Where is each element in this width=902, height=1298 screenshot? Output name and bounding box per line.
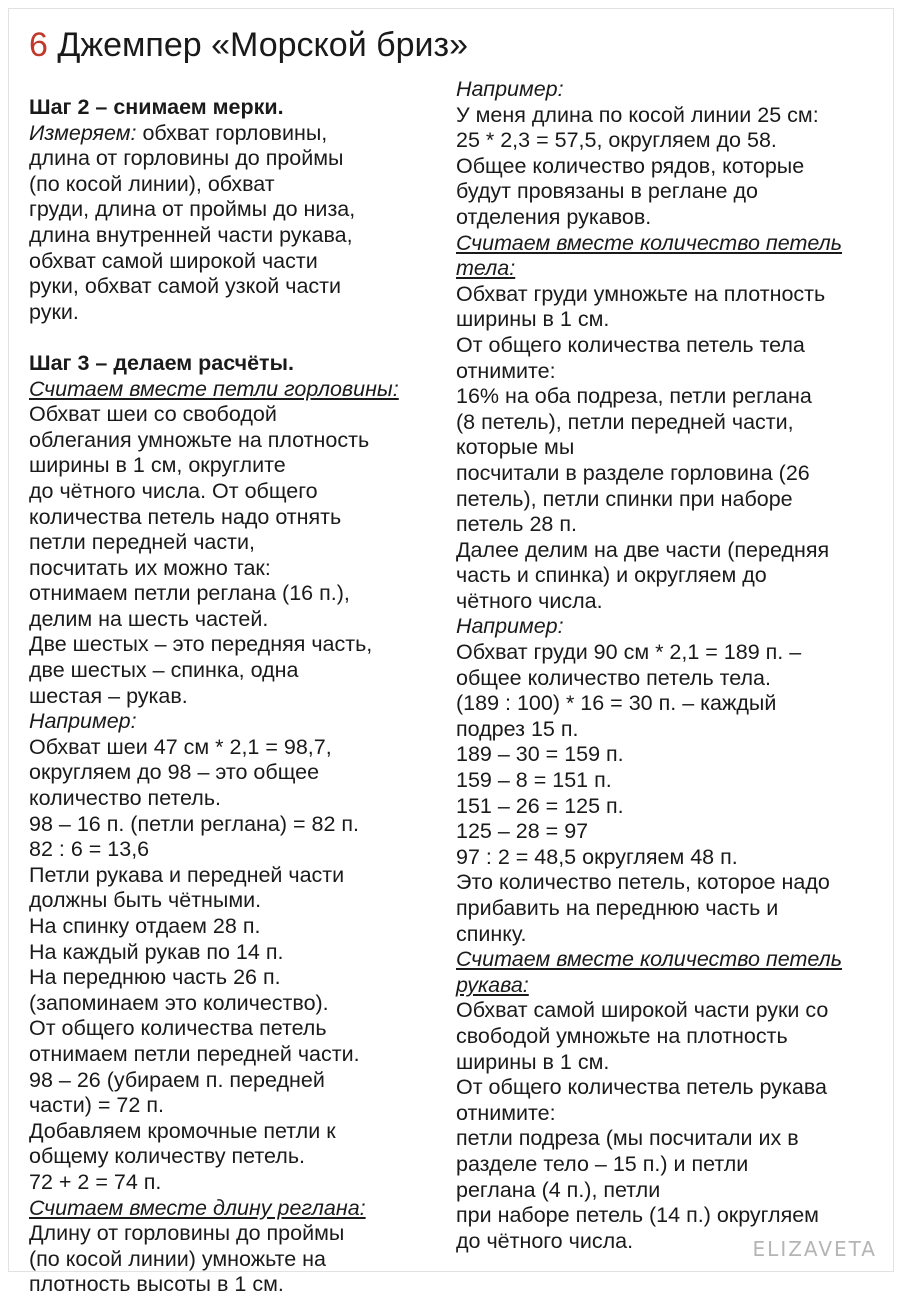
text-line: Длину от горловины до проймы bbox=[29, 1221, 345, 1246]
example-label: Например: bbox=[29, 709, 137, 734]
text-line: 72 + 2 = 74 п. bbox=[29, 1169, 162, 1194]
text-line: до чётного числа. bbox=[456, 1228, 634, 1253]
text-line: отнимаем петли реглана (16 п.), bbox=[29, 581, 350, 606]
text-line: (по косой линии) умножьте на bbox=[29, 1246, 327, 1271]
spacer bbox=[29, 325, 449, 351]
text-line: отнимаем петли передней части. bbox=[29, 1041, 360, 1066]
text-line: общее количество петель тела. bbox=[456, 665, 771, 690]
text-line: У меня длина по косой линии 25 см: bbox=[456, 102, 819, 127]
text-line: разделе тело – 15 п.) и петли bbox=[456, 1151, 749, 1176]
text-line: От общего количества петель рукава bbox=[456, 1075, 827, 1100]
text-line: подрез 15 п. bbox=[456, 716, 579, 741]
text-line: На спинку отдаем 28 п. bbox=[29, 914, 261, 938]
text-line: отделения рукавов. bbox=[456, 204, 652, 229]
text-line: 97 : 2 = 48,5 округляем 48 п. bbox=[456, 844, 738, 869]
text-line: части) = 72 п. bbox=[29, 1093, 164, 1118]
text-line: 25 * 2,3 = 57,5, округляем до 58. bbox=[456, 128, 777, 153]
step2-intro bbox=[29, 121, 449, 147]
text-line: прибавить на переднюю часть и bbox=[456, 896, 779, 920]
measure-label: Измеряем: bbox=[29, 120, 137, 145]
text-line: две шестых – спинка, одна bbox=[29, 658, 299, 683]
body-subheading-line2: тела: bbox=[456, 256, 516, 281]
text-line: количества петель надо отнять bbox=[29, 504, 342, 529]
text-line: облегания умножьте на плотность bbox=[29, 427, 370, 452]
text-line: отнимите: bbox=[456, 358, 556, 383]
text-line: 98 – 16 п. (петли реглана) = 82 п. bbox=[29, 811, 360, 836]
text-line: при наборе петель (14 п.) округляем bbox=[456, 1203, 819, 1228]
text-line: Петли рукава и передней части bbox=[29, 862, 345, 887]
text-line: спинку. bbox=[456, 921, 527, 946]
text-line: длина от горловины до проймы bbox=[29, 146, 344, 171]
text-line: Обхват груди 90 см * 2,1 = 189 п. – bbox=[456, 640, 802, 665]
text-line: груди, длина от проймы до низа, bbox=[29, 197, 356, 222]
text-line: (189 : 100) * 16 = 30 п. – каждый bbox=[456, 691, 777, 716]
text-line: 98 – 26 (убираем п. передней bbox=[29, 1067, 325, 1092]
text-line: количество петель. bbox=[29, 786, 222, 811]
page-title bbox=[29, 25, 468, 65]
text-line: шестая – рукав. bbox=[29, 683, 188, 708]
text-line: На каждый рукав по 14 п. bbox=[29, 939, 284, 964]
text-line: руки, обхват самой узкой части bbox=[29, 274, 342, 299]
text-line: плотность высоты в 1 см. bbox=[29, 1272, 284, 1297]
text-line: петель 28 п. bbox=[456, 512, 577, 537]
text-line: От общего количества петель тела bbox=[456, 332, 805, 357]
title-text: Джемпер «Морской бриз» bbox=[57, 26, 469, 64]
text-line: ширины в 1 см. bbox=[456, 1049, 610, 1074]
text-line: 16% на оба подреза, петли реглана bbox=[456, 384, 812, 409]
text-line: которые мы bbox=[456, 435, 575, 460]
neck-text bbox=[29, 402, 449, 709]
raglan-subheading: Считаем вместе длину реглана: bbox=[29, 1195, 366, 1220]
sleeve-subheading-line1: Считаем вместе количество петель bbox=[456, 947, 843, 972]
text-line: посчитали в разделе горловина (26 bbox=[456, 460, 810, 485]
text-line: 189 – 30 = 159 п. bbox=[456, 742, 624, 767]
text-line: ширины в 1 см, округлите bbox=[29, 453, 286, 478]
body-subheading-line1: Считаем вместе количество петель bbox=[456, 230, 843, 255]
text-line: петель), петли спинки при наборе bbox=[456, 486, 793, 511]
text-line: реглана (4 п.), петли bbox=[456, 1177, 661, 1202]
text-line: (по косой линии), обхват bbox=[29, 171, 275, 196]
text-line: 82 : 6 = 13,6 bbox=[29, 837, 150, 862]
text-line: Это количество петель, которое надо bbox=[456, 870, 830, 895]
text-line: Добавляем кромочные петли к bbox=[29, 1118, 336, 1143]
text-line: посчитать их можно так: bbox=[29, 555, 271, 580]
text-line: петли подреза (мы посчитали их в bbox=[456, 1126, 799, 1151]
body-text bbox=[456, 282, 896, 615]
example1-text bbox=[456, 103, 896, 231]
example1-label: Например: bbox=[456, 77, 564, 101]
text-line: длина внутренней части рукава, bbox=[29, 222, 353, 247]
text-line: обхват самой широкой части bbox=[29, 248, 318, 273]
page-sheet bbox=[8, 8, 894, 1297]
text-line: Обхват шеи со свободой bbox=[29, 402, 277, 427]
text-line: 125 – 28 = 97 bbox=[456, 819, 589, 844]
raglan-text bbox=[29, 1221, 449, 1298]
text-line: Обхват шеи 47 см * 2,1 = 98,7, bbox=[29, 734, 332, 759]
text-line: ширины в 1 см. bbox=[456, 307, 610, 332]
text-line: петли передней части, bbox=[29, 530, 255, 555]
example2-label: Например: bbox=[456, 614, 564, 639]
text-line: Обхват самой широкой части руки со bbox=[456, 998, 829, 1023]
author-signature: ELIZAVETA bbox=[752, 1237, 877, 1261]
text-line: От общего количества петель bbox=[29, 1016, 327, 1041]
text-line: (запоминаем это количество). bbox=[29, 990, 329, 1015]
text-line: Далее делим на две части (передняя bbox=[456, 537, 830, 562]
step3-heading: Шаг 3 – делаем расчёты. bbox=[29, 350, 294, 375]
text-line: часть и спинка) и округляем до bbox=[456, 563, 767, 588]
text-line: делим на шесть частей. bbox=[29, 606, 269, 631]
example-text bbox=[29, 735, 449, 1196]
text-line: (8 петель), петли передней части, bbox=[456, 409, 794, 434]
right-column bbox=[456, 77, 896, 1254]
neck-subheading: Считаем вместе петли горловины: bbox=[29, 376, 399, 401]
text-line: будут провязаны в реглане до bbox=[456, 179, 758, 204]
text-line: общему количеству петель. bbox=[29, 1144, 305, 1169]
text-line: округляем до 98 – это общее bbox=[29, 760, 320, 785]
sleeve-text bbox=[456, 998, 896, 1254]
text-line: 159 – 8 = 151 п. bbox=[456, 768, 612, 793]
text-line: свободой умножьте на плотность bbox=[456, 1023, 788, 1048]
text-line: На переднюю часть 26 п. bbox=[29, 965, 281, 990]
text-line: Обхват груди умножьте на плотность bbox=[456, 281, 826, 306]
text-line: отнимите: bbox=[456, 1100, 556, 1125]
text-line: должны быть чётными. bbox=[29, 888, 262, 913]
title-number: 6 bbox=[29, 26, 48, 64]
text-line: 151 – 26 = 125 п. bbox=[456, 793, 624, 818]
measure-text: обхват горловины, bbox=[136, 120, 328, 145]
example2-text bbox=[456, 640, 896, 947]
text-line: Общее количество рядов, которые bbox=[456, 153, 805, 178]
left-column bbox=[29, 95, 449, 1298]
text-line: Две шестых – это передняя часть, bbox=[29, 632, 373, 657]
step2-text bbox=[29, 146, 449, 325]
text-line: до чётного числа. От общего bbox=[29, 478, 318, 503]
sleeve-subheading-line2: рукава: bbox=[456, 972, 529, 997]
step2-heading: Шаг 2 – снимаем мерки. bbox=[29, 95, 284, 119]
text-line: руки. bbox=[29, 299, 79, 324]
text-line: чётного числа. bbox=[456, 588, 603, 613]
